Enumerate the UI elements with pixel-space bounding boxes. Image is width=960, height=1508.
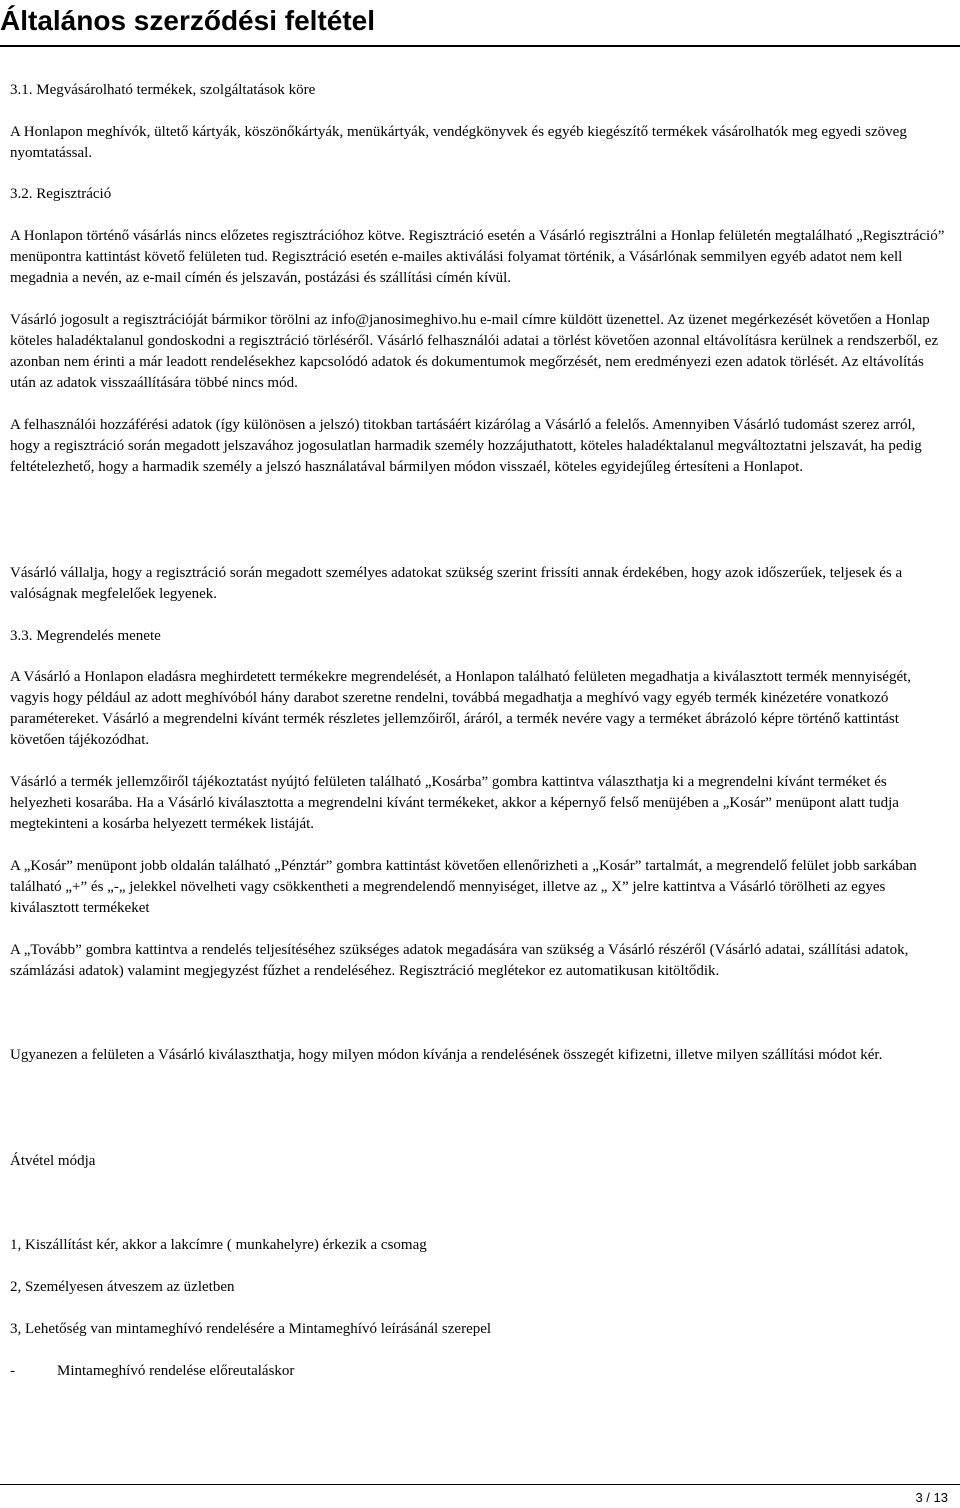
delivery-heading: Átvétel módja [10, 1153, 96, 1169]
section-3-2-paragraph-2: Vásárló jogosult a regisztrációját bármikor törölni az info@janosimeghivo.hu e-mail címre küldött üzenettel. Az üzenet megérkezését követően a Honlap köteles haladéktalanul gondoskodni a regisztráció törléséről. Vásárló felhasználói adatai a törlést követően azonnal eltávolításra kerülnek a rendszerből, ez azonban nem érinti a már leadott rendelésekhez kapcsolódó adatok és dokumentumok megőrzését, nem eredményezi ezen adatok törlését. Az eltávolítás után az adatok visszaállítására többé nincs mód. [10, 312, 939, 391]
bullet-item: Mintameghívó rendelése előreutaláskor [57, 1363, 295, 1379]
section-3-3-paragraph-3: A „Kosár” menüpont jobb oldalán található „Pénztár” gombra kattintást követően ellenőrizheti a „Kosár” tartalmát, a megrendelő felület jobb sarkában található „+” és „-„ jelekkel növelheti vagy csökkentheti a megrendelendő mennyiséget, illetve az „ X” jelre kattintva a Vásárló törölheti az egyes kiválasztott termékeket [10, 858, 917, 916]
delivery-option-3: 3, Lehetőség van mintameghívó rendelésére a Mintameghívó leírásánál szerepel [10, 1321, 492, 1337]
section-3-2-paragraph-1: A Honlapon történő vásárlás nincs előzetes regisztrációhoz kötve. Regisztráció esetén a Vásárló regisztrálni a Honlap felületén megtalálható „Regisztráció” menüpontra kattintást követő felületen tud. Regisztráció esetén e-mailes aktiválási folyamat történik, a Vásárlónak semmilyen egyéb adatot nem kell megadnia a nevén, az e-mail címén és jelszaván, postázási és szállítási címén kívül. [10, 228, 945, 286]
title-underline [0, 45, 960, 47]
section-3-1-paragraph: A Honlapon meghívók, ültető kártyák, köszönőkártyák, menükártyák, vendégkönyvek és egyéb kiegészítő termékek vásárolhatók meg egyedi szöveg nyomtatással. [10, 124, 907, 161]
section-3-1-heading: 3.1. Megvásárolható termékek, szolgáltatások köre [10, 82, 316, 98]
section-3-2-paragraph-3: A felhasználói hozzáférési adatok (így különösen a jelszó) titokban tartásáért kizárólag a Vásárló a felelős. Amennyiben Vásárló tudomást szerez arról, hogy a regisztráció során megadott jelszavához jogosulatlan harmadik személy hozzájuthatott, köteles haladéktalanul megváltoztatni jelszavát, ha pedig feltételezhető, hogy a harmadik személy a jelszó használatával bármilyen módon visszaél, köteles egyidejűleg értesíteni a Honlapot. [10, 417, 922, 475]
section-3-2-heading: 3.2. Regisztráció [10, 186, 112, 202]
document-title: Általános szerződési feltétel [0, 5, 376, 36]
section-3-3-paragraph-5: Ugyanezen a felületen a Vásárló kiválaszthatja, hogy milyen módon kívánja a rendelésének összegét kifizetni, illetve milyen szállítási módot kér. [10, 1047, 883, 1063]
page-number: 3 / 13 [915, 1490, 948, 1505]
delivery-option-2: 2, Személyesen átveszem az üzletben [10, 1279, 235, 1295]
bullet-dash: - [10, 1363, 15, 1379]
section-3-3-heading: 3.3. Megrendelés menete [10, 628, 161, 644]
footer-rule [0, 1484, 960, 1485]
section-3-3-paragraph-2: Vásárló a termék jellemzőiről tájékoztatást nyújtó felületen található „Kosárba” gombra kattintva választhatja ki a megrendelni kívánt terméket és helyezheti kosarába. Ha a Vásárló kiválasztotta a megrendelni kívánt termékeket, akkor a képernyő felső menüjében a „Kosár” menüpont alatt tudja megtekinteni a kosárba helyezett termékek listáját. [10, 774, 899, 832]
section-3-3-paragraph-4: A „Tovább” gombra kattintva a rendelés teljesítéséhez szükséges adatok megadására van szükség a Vásárló részéről (Vásárló adatai, szállítási adatok, számlázási adatok) valamint megjegyzést fűzhet a rendeléséhez. Regisztráció meglétekor ez automatikusan kitöltődik. [10, 942, 909, 979]
delivery-option-1: 1, Kiszállítást kér, akkor a lakcímre ( munkahelyre) érkezik a csomag [10, 1237, 427, 1253]
section-3-2-paragraph-4: Vásárló vállalja, hogy a regisztráció során megadott személyes adatokat szükség szerint frissíti annak érdekében, hogy azok időszerűek, teljesek és a valóságnak megfelelőek legyenek. [10, 565, 903, 602]
section-3-3-paragraph-1: A Vásárló a Honlapon eladásra meghirdetett termékekre megrendelését, a Honlapon található felületen megadhatja a kiválasztott termék mennyiségét, vagyis hogy például az adott meghívóból hány darabot szeretne rendelni, továbbá megadhatja a meghívó vagy egyéb termék kinézetére vonatkozó paramétereket. Vásárló a megrendelni kívánt termék részletes jellemzőiről, áráról, a termék nevére vagy a terméket ábrázoló képre történő kattintást követően tájékozódhat. [10, 669, 912, 748]
